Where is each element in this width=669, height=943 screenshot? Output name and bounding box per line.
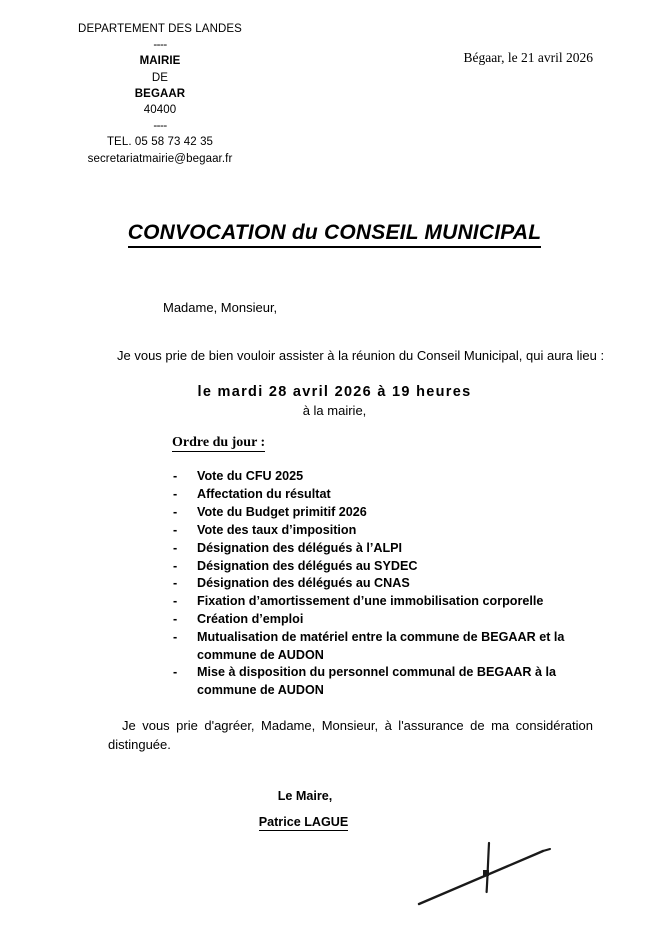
dash-bullet-icon: - (173, 576, 178, 591)
list-item-label: Fixation d’amortissement d’une immobilisation corporelle (197, 594, 544, 609)
list-item (172, 664, 602, 699)
dash-bullet-icon: - (173, 504, 178, 519)
list-item-label: Vote des taux d’imposition (197, 522, 357, 537)
date-line: Bégaar, le 21 avril 2026 (463, 50, 593, 65)
list-item (172, 558, 602, 575)
letterhead-phone: TEL. 05 58 73 42 35 (106, 136, 214, 149)
list-item (172, 540, 602, 557)
dash-bullet-icon: - (173, 612, 178, 627)
letterhead-department: DEPARTEMENT DES LANDES (78, 23, 242, 35)
agenda-list (172, 468, 602, 700)
meeting-place: à la mairie, (302, 403, 367, 418)
list-item-label: Désignation des délégués au CNAS (197, 576, 410, 591)
signature-name (0, 815, 607, 829)
letterhead (40, 21, 280, 167)
list-item (172, 522, 602, 539)
meeting-date: le mardi 28 avril 2026 à 19 heures (197, 384, 472, 400)
list-item-label: Désignation des délégués à l’ALPI (197, 540, 403, 555)
agenda-heading (172, 435, 265, 451)
page-title (0, 221, 669, 245)
signature-role: Le Maire, (277, 789, 333, 803)
letterhead-mairie: MAIRIE (139, 55, 181, 68)
meeting-details (0, 384, 669, 418)
agenda-heading-text: Ordre du jour : (172, 435, 266, 450)
list-item (172, 575, 602, 592)
dash-bullet-icon: - (173, 486, 178, 501)
list-item-label: Création d’emploi (197, 612, 304, 627)
dash-bullet-icon: - (173, 665, 178, 680)
salutation: Madame, Monsieur, (163, 300, 278, 315)
letterhead-email: secretariatmairie@begaar.fr (87, 152, 233, 165)
signature-name-text: Patrice LAGUE (258, 815, 349, 829)
list-item (172, 611, 602, 628)
handwritten-signature-icon (405, 838, 570, 918)
list-item (172, 629, 602, 664)
letterhead-commune: BEGAAR (134, 87, 186, 100)
letterhead-de: DE (151, 71, 169, 84)
list-item (172, 504, 602, 521)
dash-bullet-icon: - (173, 558, 178, 573)
closing-paragraph: Je vous prie d'agréer, Madame, Monsieur, à l'assurance de ma considération distinguée. (108, 718, 593, 752)
list-item-label: Désignation des délégués au SYDEC (197, 558, 418, 573)
dash-bullet-icon: - (173, 540, 178, 555)
page-title-text: CONVOCATION du CONSEIL MUNICIPAL (128, 221, 542, 248)
list-item-label: Affectation du résultat (197, 486, 331, 501)
dash-bullet-icon: - (173, 594, 178, 609)
letterhead-separator-top: ---- (153, 39, 167, 52)
list-item (172, 486, 602, 503)
intro-paragraph: Je vous prie de bien vouloir assister à la réunion du Conseil Municipal, qui aura lieu : (117, 348, 605, 363)
list-item (172, 593, 602, 610)
letterhead-separator-bottom: ---- (153, 120, 167, 133)
list-item-label: Vote du CFU 2025 (197, 469, 304, 483)
letterhead-postal-code: 40400 (143, 104, 177, 117)
list-item-label: Vote du Budget primitif 2026 (197, 504, 367, 519)
dash-bullet-icon: - (173, 469, 178, 483)
dash-bullet-icon: - (173, 522, 178, 537)
dash-bullet-icon: - (173, 630, 178, 645)
list-item (172, 468, 602, 485)
list-item-label: Mutualisation de matériel entre la commune de BEGAAR et la commune de AUDON (197, 630, 565, 662)
list-item-label: Mise à disposition du personnel communal de BEGAAR à la commune de AUDON (197, 665, 556, 697)
